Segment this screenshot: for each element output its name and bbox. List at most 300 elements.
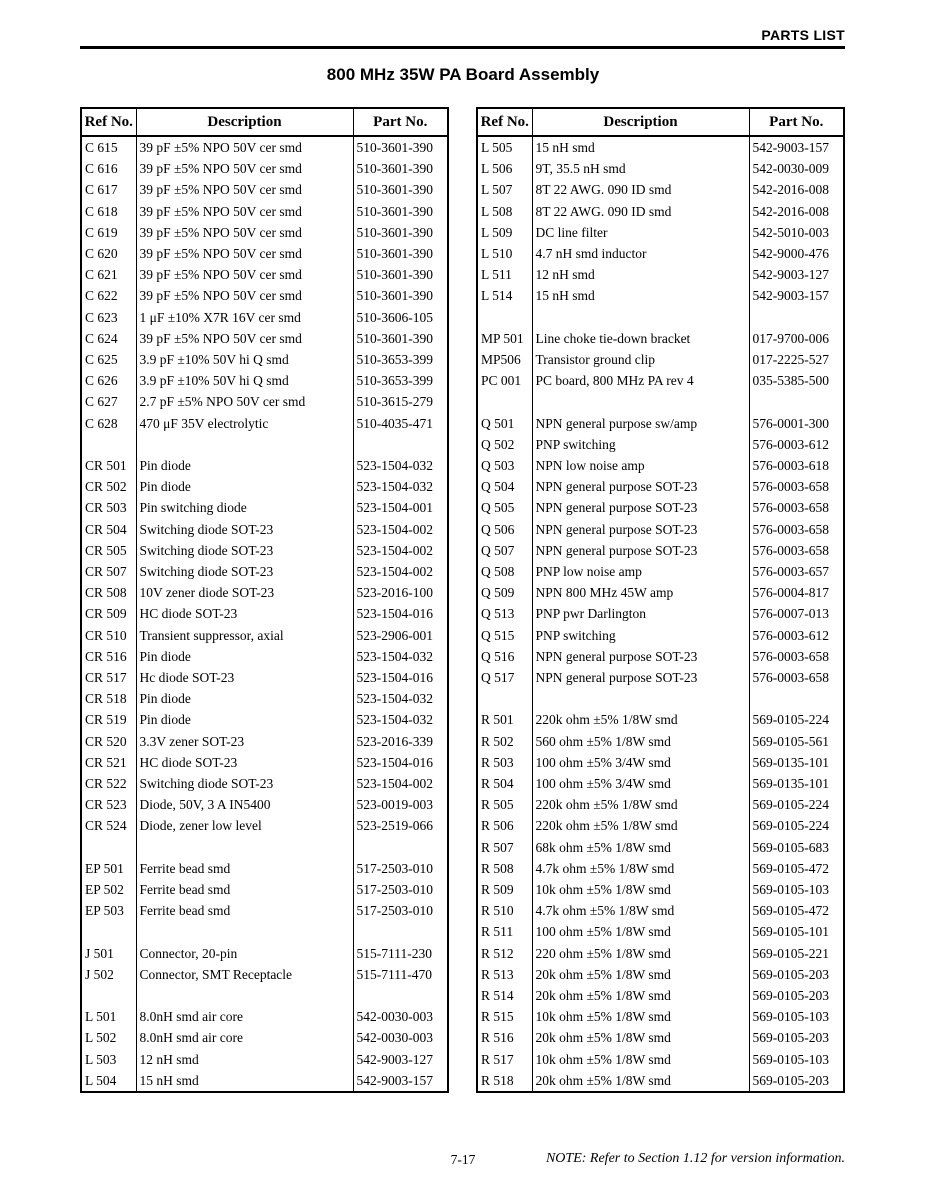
table-row (81, 709, 448, 730)
table-cell: 100 ohm ±5% 1/8W smd (532, 921, 749, 942)
table-cell: L 501 (85, 1009, 117, 1025)
table-row (477, 837, 844, 858)
table-row (81, 158, 448, 179)
table-row (477, 603, 844, 624)
table-cell: 3.9 pF ±10% 50V hi Q smd (136, 370, 353, 391)
table-cell: 220k ohm ±5% 1/8W smd (532, 709, 749, 730)
table-cell: 20k ohm ±5% 1/8W smd (532, 1027, 749, 1048)
table-row (81, 201, 448, 222)
table-cell: C 625 (85, 352, 118, 368)
table-cell (477, 307, 532, 328)
table-cell: NPN general purpose SOT-23 (532, 667, 749, 688)
table-cell (136, 985, 353, 1006)
table-cell: 569-0135-101 (749, 773, 844, 794)
table-cell: 569-0105-472 (749, 858, 844, 879)
table-cell: 576-0001-300 (749, 413, 844, 434)
table-cell: Pin diode (136, 455, 353, 476)
table-row (81, 222, 448, 243)
table-row (81, 285, 448, 306)
table-row (81, 773, 448, 794)
table-cell: 542-9003-157 (749, 136, 844, 158)
table-row (81, 540, 448, 561)
table-cell (136, 434, 353, 455)
table-cell: Pin diode (136, 476, 353, 497)
table-cell (532, 307, 749, 328)
table-cell: R 511 (481, 924, 514, 940)
table-cell: 542-9003-127 (353, 1049, 448, 1070)
table-cell: 523-1504-002 (353, 519, 448, 540)
table-row (477, 943, 844, 964)
table-cell: MP 501 (481, 330, 524, 346)
table-cell: CR 521 (85, 754, 127, 770)
page-header-label: PARTS LIST (761, 27, 845, 43)
table-cell: CR 504 (85, 521, 127, 537)
table-row (477, 561, 844, 582)
table-cell: 39 pF ±5% NPO 50V cer smd (136, 264, 353, 285)
footer-page-number: 7-17 (450, 1152, 476, 1167)
table-cell (81, 921, 136, 942)
table-cell: 576-0007-013 (749, 603, 844, 624)
table-cell: CR 523 (85, 797, 127, 813)
table-cell: CR 507 (85, 564, 127, 580)
table-row (477, 964, 844, 985)
table-row (477, 625, 844, 646)
table-row (81, 561, 448, 582)
table-cell: 523-1504-002 (353, 540, 448, 561)
table-cell: Q 504 (481, 479, 515, 495)
table-cell (353, 434, 448, 455)
table-cell: EP 501 (85, 860, 124, 876)
table-row (477, 794, 844, 815)
table-cell: 1 μF ±10% X7R 16V cer smd (136, 307, 353, 328)
table-row (81, 879, 448, 900)
table-cell: 10k ohm ±5% 1/8W smd (532, 1006, 749, 1027)
table-cell: C 621 (85, 267, 118, 283)
table-cell: 523-1504-002 (353, 773, 448, 794)
table-cell: Q 509 (481, 585, 515, 601)
table-cell: C 622 (85, 288, 118, 304)
table-cell: C 619 (85, 224, 118, 240)
table-row (477, 667, 844, 688)
table-cell: 39 pF ±5% NPO 50V cer smd (136, 158, 353, 179)
table-cell: Q 505 (481, 500, 515, 516)
table-row (477, 1070, 844, 1092)
table-cell: 569-0105-203 (749, 1070, 844, 1092)
table-row (81, 328, 448, 349)
table-cell: CR 518 (85, 691, 127, 707)
table-cell: L 508 (481, 203, 513, 219)
table-cell: Q 507 (481, 542, 515, 558)
table-cell: C 626 (85, 373, 118, 389)
table-cell: L 510 (481, 246, 513, 262)
table-cell: Connector, SMT Receptacle (136, 964, 353, 985)
table-cell: 39 pF ±5% NPO 50V cer smd (136, 201, 353, 222)
table-row (81, 476, 448, 497)
table-cell: 523-2519-066 (353, 815, 448, 836)
table-cell: Ferrite bead smd (136, 879, 353, 900)
table-cell: 20k ohm ±5% 1/8W smd (532, 1070, 749, 1092)
table-row (477, 646, 844, 667)
table-cell: PNP switching (532, 434, 749, 455)
table-cell: 569-0105-561 (749, 731, 844, 752)
parts-tables-container (80, 107, 845, 1093)
table-row (81, 582, 448, 603)
table-row (81, 391, 448, 412)
table-cell: 220k ohm ±5% 1/8W smd (532, 794, 749, 815)
table-cell: 15 nH smd (532, 285, 749, 306)
table-cell: 510-3601-390 (353, 179, 448, 200)
table-cell: Pin diode (136, 646, 353, 667)
table-cell: 39 pF ±5% NPO 50V cer smd (136, 285, 353, 306)
table-cell: 576-0003-658 (749, 540, 844, 561)
table-cell: 569-0105-103 (749, 1049, 844, 1070)
table-row (81, 1049, 448, 1070)
table-cell: 576-0004-817 (749, 582, 844, 603)
table-cell: CR 508 (85, 585, 127, 601)
table-row (477, 349, 844, 370)
table-cell: L 506 (481, 161, 513, 177)
table-cell: 569-0105-224 (749, 709, 844, 730)
table-row (477, 752, 844, 773)
table-cell: 12 nH smd (136, 1049, 353, 1070)
table-cell: 523-2906-001 (353, 625, 448, 646)
table-cell: 576-0003-657 (749, 561, 844, 582)
table-cell (532, 688, 749, 709)
table-cell: CR 517 (85, 670, 127, 686)
table-cell: 2.7 pF ±5% NPO 50V cer smd (136, 391, 353, 412)
table-cell: L 504 (85, 1072, 117, 1088)
table-cell: HC diode SOT-23 (136, 603, 353, 624)
table-cell: CR 520 (85, 733, 127, 749)
table-cell: C 618 (85, 203, 118, 219)
table-row (477, 773, 844, 794)
table-cell: 542-5010-003 (749, 222, 844, 243)
table-cell: Q 502 (481, 436, 515, 452)
table-cell: 560 ohm ±5% 1/8W smd (532, 731, 749, 752)
table-cell: EP 502 (85, 882, 124, 898)
table-cell: 523-1504-032 (353, 476, 448, 497)
table-cell: 4.7k ohm ±5% 1/8W smd (532, 900, 749, 921)
table-cell: C 616 (85, 161, 118, 177)
table-cell: 576-0003-612 (749, 625, 844, 646)
table-cell: CR 510 (85, 627, 127, 643)
table-row (81, 688, 448, 709)
table-cell: 569-0135-101 (749, 752, 844, 773)
table-row (477, 285, 844, 306)
table-cell: Line choke tie-down bracket (532, 328, 749, 349)
table-row (477, 540, 844, 561)
table-cell (136, 921, 353, 942)
table-row (81, 264, 448, 285)
table-cell: J 502 (85, 966, 114, 982)
table-cell: R 517 (481, 1051, 514, 1067)
table-row (477, 201, 844, 222)
table-cell: 12 nH smd (532, 264, 749, 285)
table-cell: NPN 800 MHz 45W amp (532, 582, 749, 603)
table-cell: Q 516 (481, 648, 515, 664)
table-cell: Pin switching diode (136, 497, 353, 518)
table-row (477, 158, 844, 179)
table-cell: 523-1504-032 (353, 709, 448, 730)
table-cell: 523-2016-100 (353, 582, 448, 603)
table-row (477, 455, 844, 476)
table-cell: Diode, zener low level (136, 815, 353, 836)
table-cell: PNP switching (532, 625, 749, 646)
table-cell: R 513 (481, 966, 514, 982)
table-cell: C 624 (85, 330, 118, 346)
right-table-header (477, 108, 844, 136)
table-row (81, 985, 448, 1006)
table-cell: 017-9700-006 (749, 328, 844, 349)
table-cell: 20k ohm ±5% 1/8W smd (532, 964, 749, 985)
column-header-description: Description (136, 108, 353, 136)
table-cell: 10k ohm ±5% 1/8W smd (532, 879, 749, 900)
table-row (81, 497, 448, 518)
table-row (477, 582, 844, 603)
table-cell: 220 ohm ±5% 1/8W smd (532, 943, 749, 964)
table-cell: 569-0105-221 (749, 943, 844, 964)
table-row (81, 837, 448, 858)
table-row (81, 519, 448, 540)
table-row (477, 688, 844, 709)
table-row (477, 136, 844, 158)
table-cell: Q 517 (481, 670, 515, 686)
table-cell: 523-0019-003 (353, 794, 448, 815)
table-row (81, 667, 448, 688)
table-cell: 8T 22 AWG. 090 ID smd (532, 201, 749, 222)
table-cell: L 505 (481, 140, 513, 155)
table-cell: R 518 (481, 1072, 514, 1088)
table-row (81, 603, 448, 624)
table-cell: 542-9003-127 (749, 264, 844, 285)
table-cell: Q 513 (481, 606, 515, 622)
table-cell: CR 502 (85, 479, 127, 495)
table-cell: 576-0003-658 (749, 519, 844, 540)
table-cell: NPN general purpose SOT-23 (532, 497, 749, 518)
table-row (477, 264, 844, 285)
table-cell: R 509 (481, 882, 514, 898)
table-cell: R 515 (481, 1009, 514, 1025)
table-cell: 10V zener diode SOT-23 (136, 582, 353, 603)
table-row (81, 646, 448, 667)
table-cell: 39 pF ±5% NPO 50V cer smd (136, 179, 353, 200)
table-cell: R 505 (481, 797, 514, 813)
table-row (477, 1049, 844, 1070)
table-cell: 569-0105-103 (749, 879, 844, 900)
table-cell: 4.7k ohm ±5% 1/8W smd (532, 858, 749, 879)
table-cell: C 617 (85, 182, 118, 198)
table-cell: 523-1504-016 (353, 667, 448, 688)
table-cell: 569-0105-203 (749, 985, 844, 1006)
table-cell: 569-0105-101 (749, 921, 844, 942)
table-cell: 523-1504-032 (353, 688, 448, 709)
table-cell: 39 pF ±5% NPO 50V cer smd (136, 328, 353, 349)
header-row (477, 108, 844, 136)
table-cell: 8.0nH smd air core (136, 1027, 353, 1048)
table-cell: 569-0105-203 (749, 964, 844, 985)
table-cell: R 503 (481, 754, 514, 770)
table-row (81, 921, 448, 942)
table-cell: 569-0105-203 (749, 1027, 844, 1048)
table-cell: Transistor ground clip (532, 349, 749, 370)
table-cell (136, 837, 353, 858)
header-row (81, 108, 448, 136)
table-cell: 542-9003-157 (353, 1070, 448, 1092)
left-table-header (81, 108, 448, 136)
table-cell: 100 ohm ±5% 3/4W smd (532, 773, 749, 794)
table-cell: Transient suppressor, axial (136, 625, 353, 646)
table-cell (477, 391, 532, 412)
right-parts-table (476, 107, 845, 1093)
table-cell: 542-0030-003 (353, 1006, 448, 1027)
table-cell: CR 505 (85, 542, 127, 558)
table-cell: Pin diode (136, 688, 353, 709)
table-cell: 576-0003-658 (749, 646, 844, 667)
table-cell: 510-3601-390 (353, 201, 448, 222)
column-header-description: Description (532, 108, 749, 136)
table-cell: PNP pwr Darlington (532, 603, 749, 624)
table-cell: 523-1504-016 (353, 752, 448, 773)
table-cell: NPN general purpose SOT-23 (532, 519, 749, 540)
table-row (477, 731, 844, 752)
table-cell: 39 pF ±5% NPO 50V cer smd (136, 222, 353, 243)
table-cell: NPN general purpose sw/amp (532, 413, 749, 434)
table-cell: L 509 (481, 224, 513, 240)
table-cell: 517-2503-010 (353, 879, 448, 900)
table-row (477, 476, 844, 497)
table-cell: R 501 (481, 712, 514, 728)
table-cell: 510-3601-390 (353, 158, 448, 179)
table-cell: DC line filter (532, 222, 749, 243)
table-row (81, 625, 448, 646)
table-cell: 523-2016-339 (353, 731, 448, 752)
table-row (477, 434, 844, 455)
table-cell: 510-3653-399 (353, 349, 448, 370)
table-cell (749, 307, 844, 328)
table-cell: 576-0003-618 (749, 455, 844, 476)
table-cell: Switching diode SOT-23 (136, 773, 353, 794)
table-cell: CR 501 (85, 458, 127, 474)
table-cell (81, 985, 136, 1006)
table-cell: R 508 (481, 860, 514, 876)
table-cell: 517-2503-010 (353, 900, 448, 921)
table-cell: Pin diode (136, 709, 353, 730)
table-cell: 10k ohm ±5% 1/8W smd (532, 1049, 749, 1070)
table-row (477, 709, 844, 730)
table-cell: 569-0105-224 (749, 794, 844, 815)
table-cell: 542-2016-008 (749, 179, 844, 200)
table-cell (81, 434, 136, 455)
table-cell: R 510 (481, 903, 514, 919)
table-row (81, 731, 448, 752)
table-cell (353, 985, 448, 1006)
table-cell: 576-0003-658 (749, 497, 844, 518)
left-table-body (81, 136, 448, 1092)
right-table-body (477, 136, 844, 1092)
table-row (81, 964, 448, 985)
table-cell: L 502 (85, 1030, 117, 1046)
table-row (477, 900, 844, 921)
table-cell: 4.7 nH smd inductor (532, 243, 749, 264)
table-row (477, 222, 844, 243)
table-cell (353, 837, 448, 858)
table-cell (353, 921, 448, 942)
table-cell: Q 506 (481, 521, 515, 537)
table-cell: 510-3601-390 (353, 328, 448, 349)
table-cell: L 507 (481, 182, 513, 198)
table-cell: L 503 (85, 1051, 117, 1067)
table-cell: R 512 (481, 945, 514, 961)
table-cell: Q 508 (481, 564, 515, 580)
table-cell: 542-0030-003 (353, 1027, 448, 1048)
table-row (81, 1027, 448, 1048)
table-cell: 510-3653-399 (353, 370, 448, 391)
table-cell: 542-9000-476 (749, 243, 844, 264)
table-cell: Connector, 20-pin (136, 943, 353, 964)
table-cell: HC diode SOT-23 (136, 752, 353, 773)
table-cell: 523-1504-002 (353, 561, 448, 582)
table-cell: R 504 (481, 776, 514, 792)
table-row (81, 1070, 448, 1092)
table-row (477, 985, 844, 1006)
table-cell: L 511 (481, 267, 512, 283)
page-title: 800 MHz 35W PA Board Assembly (326, 65, 600, 84)
table-row (477, 815, 844, 836)
table-cell: L 514 (481, 288, 513, 304)
table-cell: CR 509 (85, 606, 127, 622)
table-cell: R 516 (481, 1030, 514, 1046)
table-row (81, 752, 448, 773)
table-cell: 20k ohm ±5% 1/8W smd (532, 985, 749, 1006)
table-cell: 470 μF 35V electrolytic (136, 413, 353, 434)
table-row (477, 328, 844, 349)
table-row (477, 879, 844, 900)
table-cell: Hc diode SOT-23 (136, 667, 353, 688)
table-cell: 542-2016-008 (749, 201, 844, 222)
table-row (81, 349, 448, 370)
table-cell: PC 001 (481, 373, 522, 389)
column-header-part-no: Part No. (749, 108, 844, 136)
table-cell: CR 522 (85, 776, 127, 792)
table-cell: PNP low noise amp (532, 561, 749, 582)
table-cell: 220k ohm ±5% 1/8W smd (532, 815, 749, 836)
table-row (477, 497, 844, 518)
table-cell: 017-2225-527 (749, 349, 844, 370)
table-row (81, 179, 448, 200)
table-row (477, 921, 844, 942)
table-cell: 523-1504-016 (353, 603, 448, 624)
table-cell: 569-0105-103 (749, 1006, 844, 1027)
table-cell: 510-3601-390 (353, 285, 448, 306)
table-cell: 39 pF ±5% NPO 50V cer smd (136, 136, 353, 158)
table-row (81, 1006, 448, 1027)
table-cell: NPN general purpose SOT-23 (532, 476, 749, 497)
table-cell: 15 nH smd (136, 1070, 353, 1092)
table-cell (81, 837, 136, 858)
table-cell: R 506 (481, 818, 514, 834)
table-cell: 8T 22 AWG. 090 ID smd (532, 179, 749, 200)
table-cell: CR 516 (85, 648, 127, 664)
left-parts-table (80, 107, 449, 1093)
table-cell: NPN general purpose SOT-23 (532, 646, 749, 667)
table-cell: CR 524 (85, 818, 127, 834)
table-row (81, 943, 448, 964)
table-cell: 035-5385-500 (749, 370, 844, 391)
table-row (81, 413, 448, 434)
table-cell: 542-0030-009 (749, 158, 844, 179)
table-cell: PC board, 800 MHz PA rev 4 (532, 370, 749, 391)
table-cell: 510-3615-279 (353, 391, 448, 412)
